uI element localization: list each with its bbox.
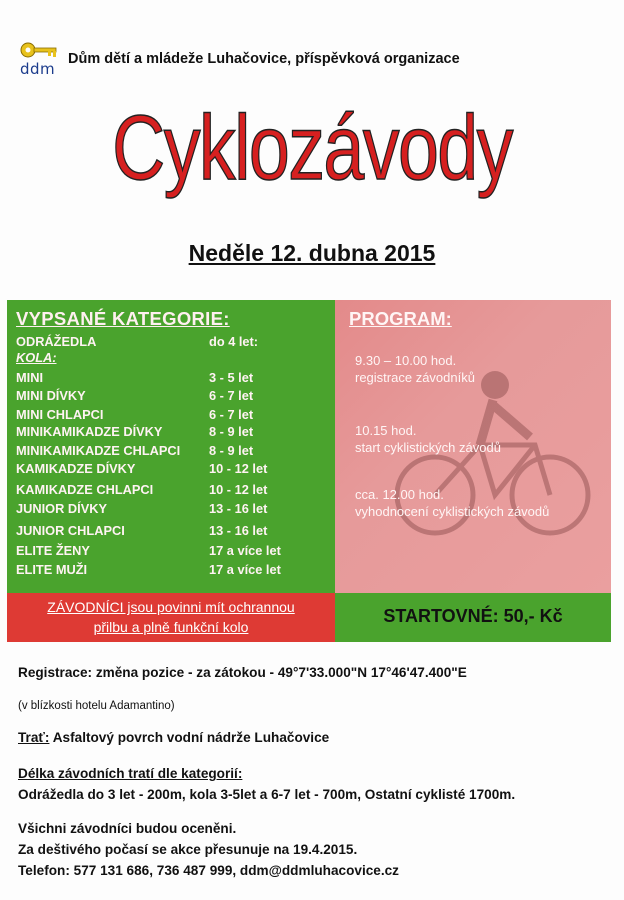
category-row [16, 543, 316, 561]
registration-info: Registrace: změna pozice - za zátokou - 49°7'33.000"N 17°46'47.400"E [18, 665, 467, 680]
warning-line: ZÁVODNÍCI jsou povinni mít ochrannou [47, 599, 295, 615]
program-item [355, 422, 595, 456]
category-age: 13 - 16 let [209, 501, 268, 516]
program-item [355, 352, 595, 386]
key-icon [20, 40, 58, 62]
category-name: KOLA: [16, 350, 57, 365]
entry-fee: STARTOVNÉ: 50,- Kč [383, 606, 563, 626]
category-age: 8 - 9 let [209, 443, 254, 458]
warning-line: přilbu a plně funkční kolo [93, 619, 249, 635]
program-time: cca. 12.00 hod. [355, 487, 444, 502]
category-row [16, 501, 316, 519]
category-row [16, 482, 316, 500]
contact-line: Telefon: 577 131 686, 736 487 999, ddm@ddmluhacovice.cz [18, 863, 399, 878]
logo-text: ddm [20, 60, 56, 78]
category-row [16, 407, 316, 425]
category-name: ODRÁŽEDLA [16, 334, 97, 349]
info-panel [7, 300, 611, 642]
program-time: 9.30 – 10.00 hod. [355, 353, 457, 368]
organization-name: Dům dětí a mládeže Luhačovice, příspěvková organizace [68, 51, 460, 67]
category-name: MINIKAMIKADZE DÍVKY [16, 424, 163, 439]
categories-heading: VYPSANÉ KATEGORIE: [16, 308, 230, 329]
program-heading: PROGRAM: [349, 308, 452, 329]
safety-warning [7, 593, 335, 642]
category-name: MINI [16, 370, 44, 385]
category-row [16, 562, 316, 580]
category-age: 10 - 12 let [209, 461, 268, 476]
category-age: do 4 let: [209, 334, 259, 349]
category-age: 6 - 7 let [209, 388, 254, 403]
category-row [16, 388, 316, 406]
category-row [16, 424, 316, 442]
category-name: KAMIKADZE DÍVKY [16, 461, 136, 476]
category-age: 6 - 7 let [209, 407, 254, 422]
track-label: Trať: [18, 730, 50, 745]
category-name: JUNIOR CHLAPCI [16, 523, 125, 538]
category-age: 8 - 9 let [209, 424, 254, 439]
category-name: MINI DÍVKY [16, 388, 86, 403]
track-text: Asfaltový povrch vodní nádrže Luhačovice [52, 730, 330, 745]
category-name: MINIKAMIKADZE CHLAPCI [16, 443, 181, 458]
footer-line: Všichni závodníci budou oceněni. [18, 821, 237, 836]
category-age: 17 a více let [209, 543, 281, 558]
lengths-heading: Délka závodních tratí dle kategorií: [18, 766, 243, 781]
category-name: MINI CHLAPCI [16, 407, 104, 422]
program-text: start cyklistických závodů [355, 440, 501, 455]
categories-box [7, 300, 335, 593]
ddm-logo [18, 40, 58, 80]
category-row [16, 523, 316, 541]
category-age: 13 - 16 let [209, 523, 268, 538]
footer-line: Za deštivého počasí se akce přesunuje na 19.4.2015. [18, 842, 358, 857]
program-box [335, 300, 611, 593]
category-row [16, 461, 316, 479]
category-row [16, 370, 316, 388]
category-age: 3 - 5 let [209, 370, 254, 385]
track-info [18, 730, 329, 745]
category-name: KAMIKADZE CHLAPCI [16, 482, 154, 497]
program-item [355, 486, 555, 520]
lengths-text: Odrážedla do 3 let - 200m, kola 3-5let a 6-7 let - 700m, Ostatní cyklisté 1700m. [18, 787, 516, 802]
program-text: vyhodnocení cyklistických závodů [355, 504, 550, 519]
program-text: registrace závodníků [355, 370, 475, 385]
category-name: ELITE ŽENY [16, 543, 90, 558]
category-row [16, 350, 316, 368]
event-date: Neděle 12. dubna 2015 [188, 240, 436, 266]
registration-note: (v blízkosti hotelu Adamantino) [18, 700, 175, 712]
category-name: ELITE MUŽI [16, 562, 88, 577]
category-age: 10 - 12 let [209, 482, 268, 497]
category-age: 17 a více let [209, 562, 281, 577]
category-name: JUNIOR DÍVKY [16, 501, 108, 516]
entry-fee-box [335, 593, 611, 642]
page-title: Cyklozávody [112, 97, 512, 199]
program-time: 10.15 hod. [355, 423, 417, 438]
category-row [16, 443, 316, 461]
